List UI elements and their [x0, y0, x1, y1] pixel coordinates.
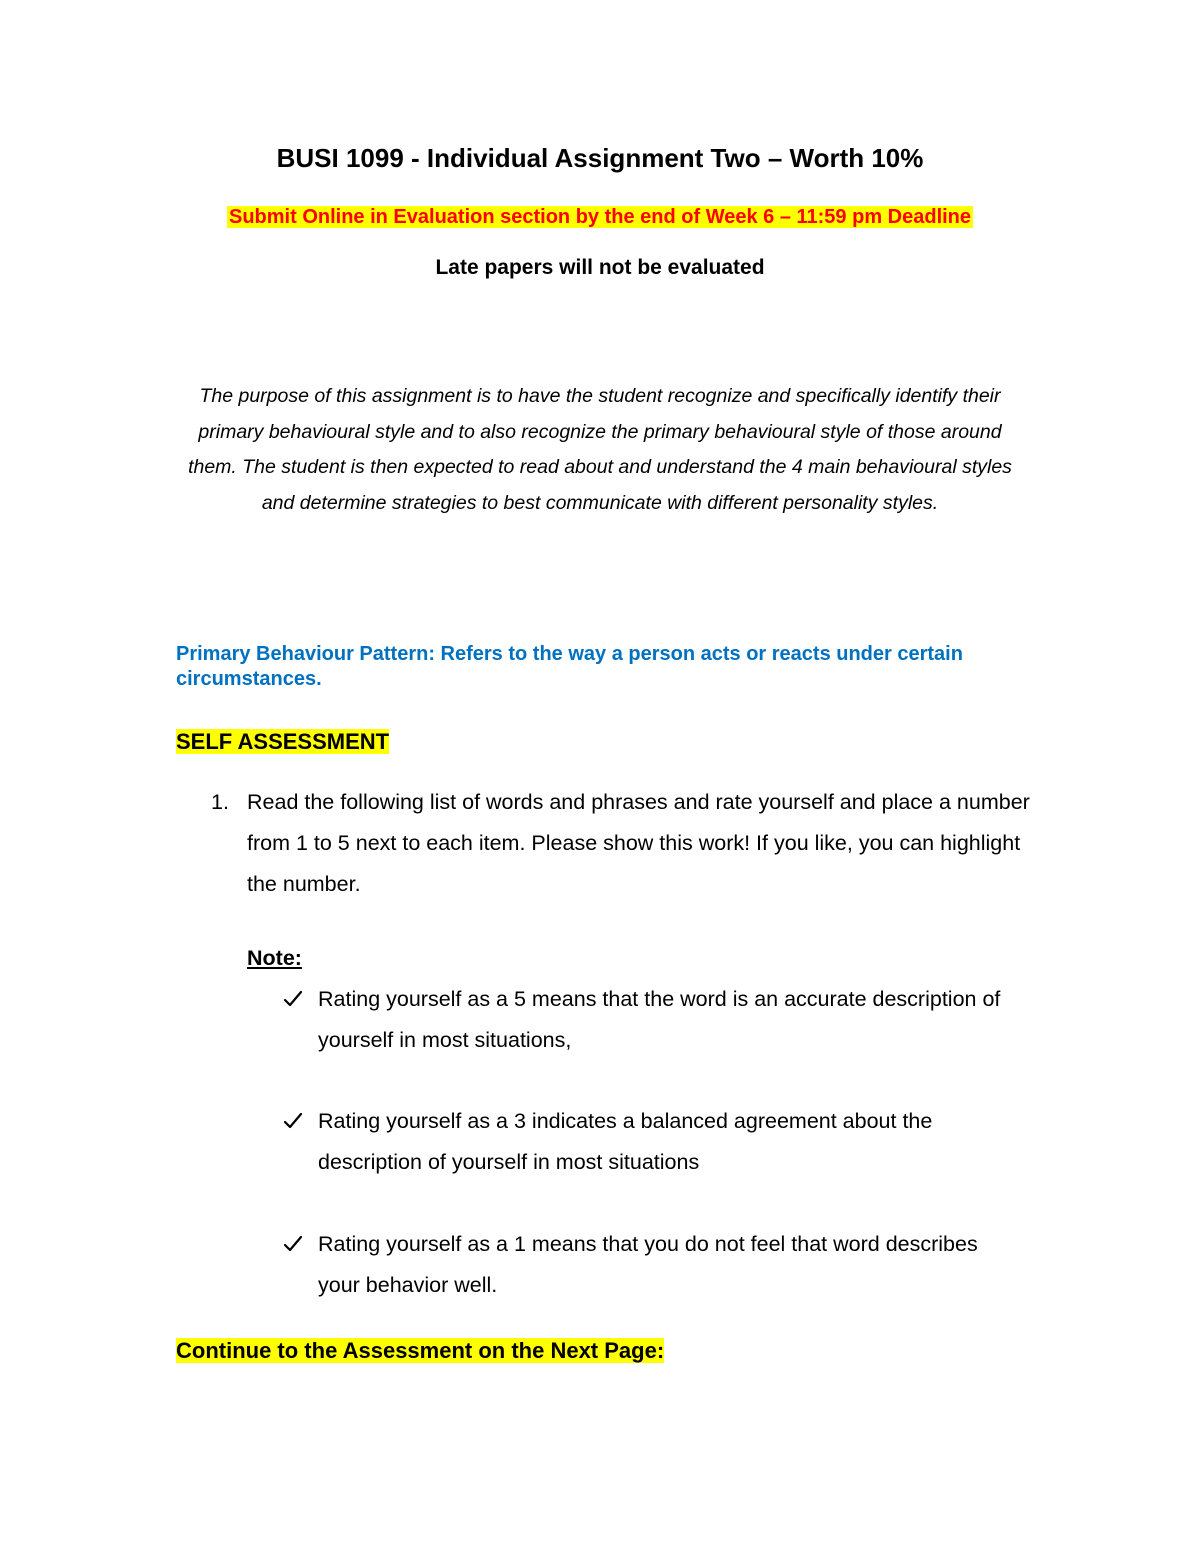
check-icon [283, 989, 303, 1009]
self-assessment-heading-text: SELF ASSESSMENT [176, 729, 390, 754]
list-item-number: 1. [211, 790, 229, 814]
self-assessment-heading [176, 728, 389, 756]
check-icon [283, 1111, 303, 1131]
bullet-rating-3: Rating yourself as a 3 indicates a balanced agreement about the description of yourself in most situations [318, 1109, 933, 1174]
bullet-rating-5: Rating yourself as a 5 means that the word is an accurate description of yourself in most situations, [318, 987, 1001, 1052]
deadline-text: Submit Online in Evaluation section by the end of Week 6 – 11:59 pm Deadline [228, 206, 972, 228]
continue-notice-text: Continue to the Assessment on the Next Page: [176, 1338, 665, 1363]
continue-notice [176, 1337, 664, 1365]
purpose-paragraph: The purpose of this assignment is to have the student recognize and specifically identify their primary behavioural style and to also recognize the primary behavioural style of those around them. The student is then expected to read about and understand the 4 main behavioural styles and determine strategies to best communicate with different personality styles. [188, 385, 1012, 514]
check-icon [283, 1234, 303, 1254]
late-notice: Late papers will not be evaluated [435, 256, 765, 279]
list-item-text: Read the following list of words and phrases and rate yourself and place a number from 1 to 5 next to each item. Please show this work! If you like, you can highlight the number. [247, 790, 1030, 896]
note-label: Note: [247, 946, 302, 970]
definition-paragraph: Primary Behaviour Pattern: Refers to the way a person acts or reacts under certain circumstances. [176, 643, 963, 690]
assignment-title: BUSI 1099 - Individual Assignment Two – Worth 10% [276, 143, 924, 173]
deadline-notice [0, 202, 1200, 232]
bullet-rating-1: Rating yourself as a 1 means that you do not feel that word describes your behavior well. [318, 1232, 978, 1297]
